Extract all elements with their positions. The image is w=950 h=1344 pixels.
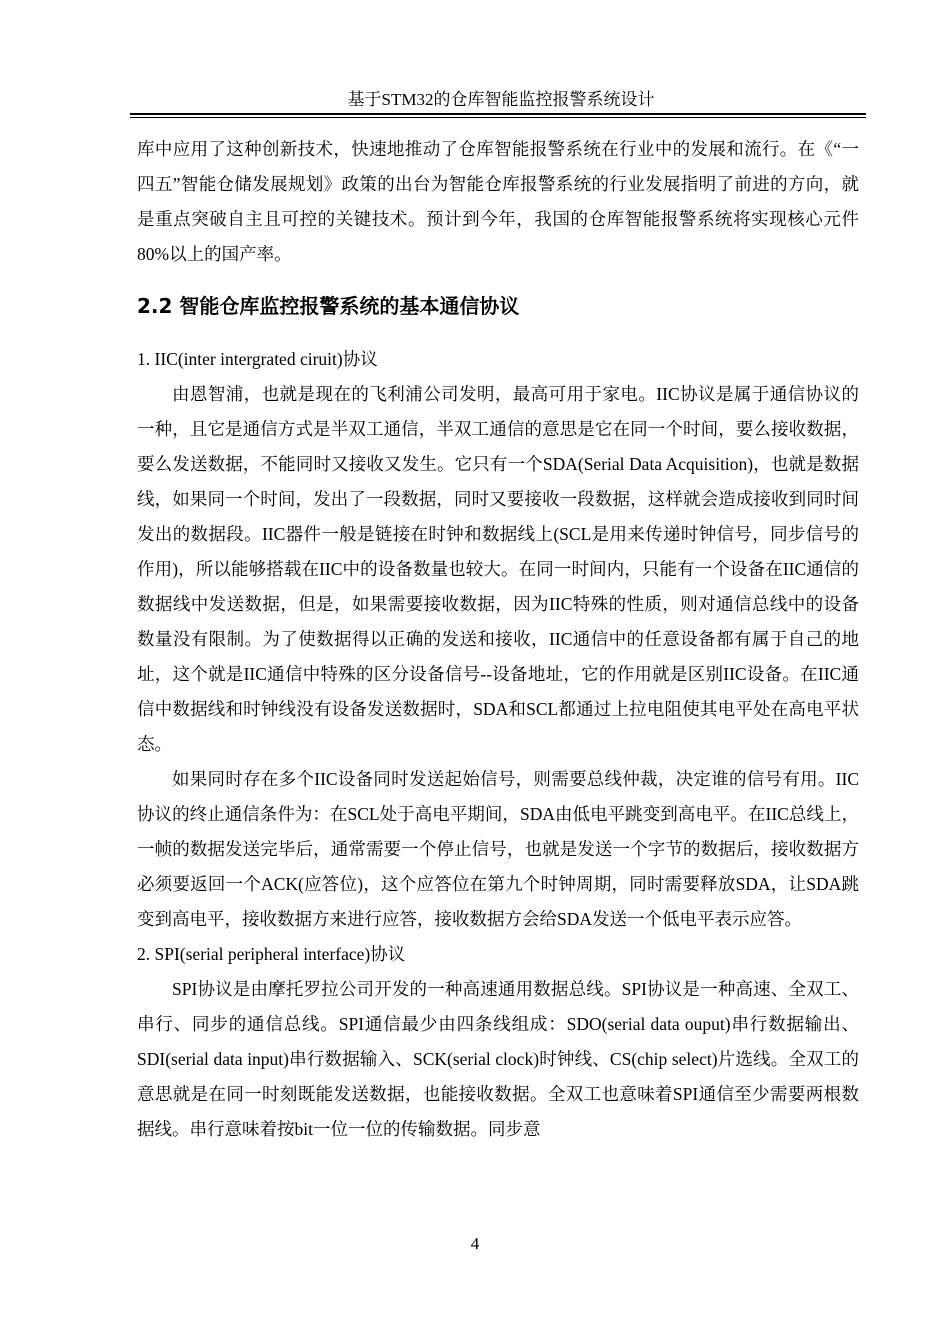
iic-paragraph-1: 由恩智浦，也就是现在的飞利浦公司发明，最高可用于家电。IIC协议是属于通信协议的一种，且它是通信方式是半双工通信，半双工通信的意思是它在同一个时间，要么接收数据，要么发送数据，不能同时又接收又发生。它只有一个SDA(Serial Data Acquisition)，也就是数据线，如果同一个时间，发出了一段数据，同时又要接收一段数据，这样就会造成接收到同时间发出的数据段。IIC器件一般是链接在时钟和数据线上(SCL是用来传递时钟信号，同步信号的作用)，所以能够搭载在IIC中的设备数量也较大。在同一时间内，只能有一个设备在IIC通信的数据线中发送数据，但是，如果需要接收数据，因为IIC特殊的性质，则对通信总线中的设备数量没有限制。为了使数据得以正确的发送和接收，IIC通信中的任意设备都有属于自己的地址，这个就是IIC通信中特殊的区分设备信号--设备地址，它的作用就是区别IIC设备。在IIC通信中数据线和时钟线没有设备发送数据时，SDA和SCL都通过上拉电阻使其电平处在高电平状态。: [137, 384, 859, 754]
spi-paragraph-1: SPI协议是由摩托罗拉公司开发的一种高速通用数据总线。SPI协议是一种高速、全双工、串行、同步的通信总线。SPI通信最少由四条线组成：SDO(serial data ouput)串行数据输出、SDI(serial data input)串行数据输入、SCK(serial clock)时钟线、CS(chip select)片选线。全双工的意思就是在同一时刻既能发送数据，也能接收数据。全双工也意味着SPI通信至少需要两根数据线。串行意味着按bit一位一位的传输数据。同步意: [137, 979, 859, 1139]
running-header-title: 基于STM32的仓库智能监控报警系统设计: [347, 90, 655, 109]
spi-subheading: 2. SPI(serial peripheral interface)协议: [137, 944, 406, 964]
header-rule: [130, 113, 866, 115]
header-rule-thin: [130, 117, 866, 118]
page-number: 4: [470, 1234, 480, 1253]
body-content: [137, 132, 859, 1147]
iic-paragraph-2: 如果同时存在多个IIC设备同时发送起始信号，则需要总线仲裁，决定谁的信号有用。IIC协议的终止通信条件为：在SCL处于高电平期间，SDA由低电平跳变到高电平。在IIC总线上，一帧的数据发送完毕后，通常需要一个停止信号，也就是发送一个字节的数据后，接收数据方必须要返回一个ACK(应答位)，这个应答位在第九个时钟周期，同时需要释放SDA，让SDA跳变到高电平，接收数据方来进行应答，接收数据方会给SDA发送一个低电平表示应答。: [137, 769, 859, 929]
iic-subheading: 1. IIC(inter intergrated ciruit)协议: [137, 349, 378, 369]
intro-paragraph: 库中应用了这种创新技术，快速地推动了仓库智能报警系统在行业中的发展和流行。在《“一四五”智能仓储发展规划》政策的出台为智能仓库报警系统的行业发展指明了前进的方向，就是重点突破自主且可控的关键技术。预计到今年，我国的仓库智能报警系统将实现核心元件80%以上的国产率。: [137, 139, 859, 264]
section-heading: 2.2 智能仓库监控报警系统的基本通信协议: [137, 294, 520, 318]
